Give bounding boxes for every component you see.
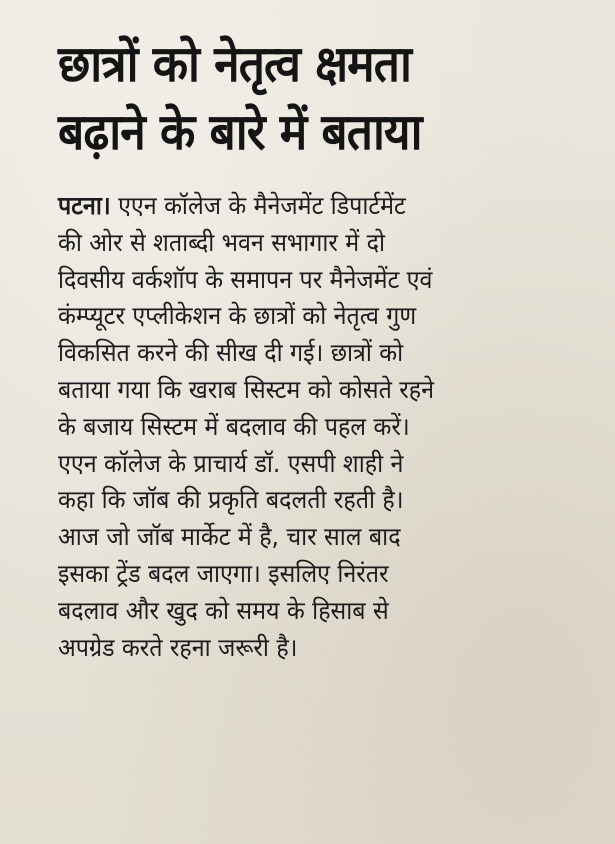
article-line-1-text: एएन कॉलेज के मैनेजमेंट डिपार्टमेंट (110, 191, 406, 220)
headline-line-1: छात्रों को नेतृत्व क्षमता (58, 35, 411, 93)
dateline: पटना। (58, 191, 111, 220)
article-body (58, 188, 544, 666)
article-line-8: एएन कॉलेज के प्राचार्य डॉ. एसपी शाही ने (58, 448, 404, 478)
article-line-11: इसका ट्रेंड बदल जाएगा। इसलिए निरंतर (58, 558, 389, 588)
article-line-10: आज जो जॉब मार्केट में है, चार साल बाद (58, 522, 401, 552)
article-line-9: कहा कि जॉब की प्रकृति बदलती रहती है। (58, 485, 404, 515)
article-line-1 (58, 188, 544, 225)
article-line-4: कंम्प्यूटर एप्लीकेशन के छात्रों को नेतृत्व गुण (58, 301, 417, 331)
article-line-13: अपग्रेड करते रहना जरूरी है। (58, 632, 298, 662)
article-line-6: बताया गया कि खराब सिस्टम को कोसते रहने (58, 374, 434, 404)
article-line-3: दिवसीय वर्कशॉप के समापन पर मैनेजमेंट एवं (58, 264, 433, 294)
article-line-2: की ओर से शताब्दी भवन सभागार में दो (58, 227, 385, 257)
article-line-5: विकसित करने की सीख दी गई। छात्रों को (58, 338, 404, 368)
headline-line-2: बढ़ाने के बारे में बताया (58, 103, 422, 161)
article-line-7: के बजाय सिस्टम में बदलाव की पहल करें। (58, 411, 410, 441)
article-line-12: बदलाव और खुद को समय के हिसाब से (58, 595, 389, 625)
headline (58, 30, 539, 166)
